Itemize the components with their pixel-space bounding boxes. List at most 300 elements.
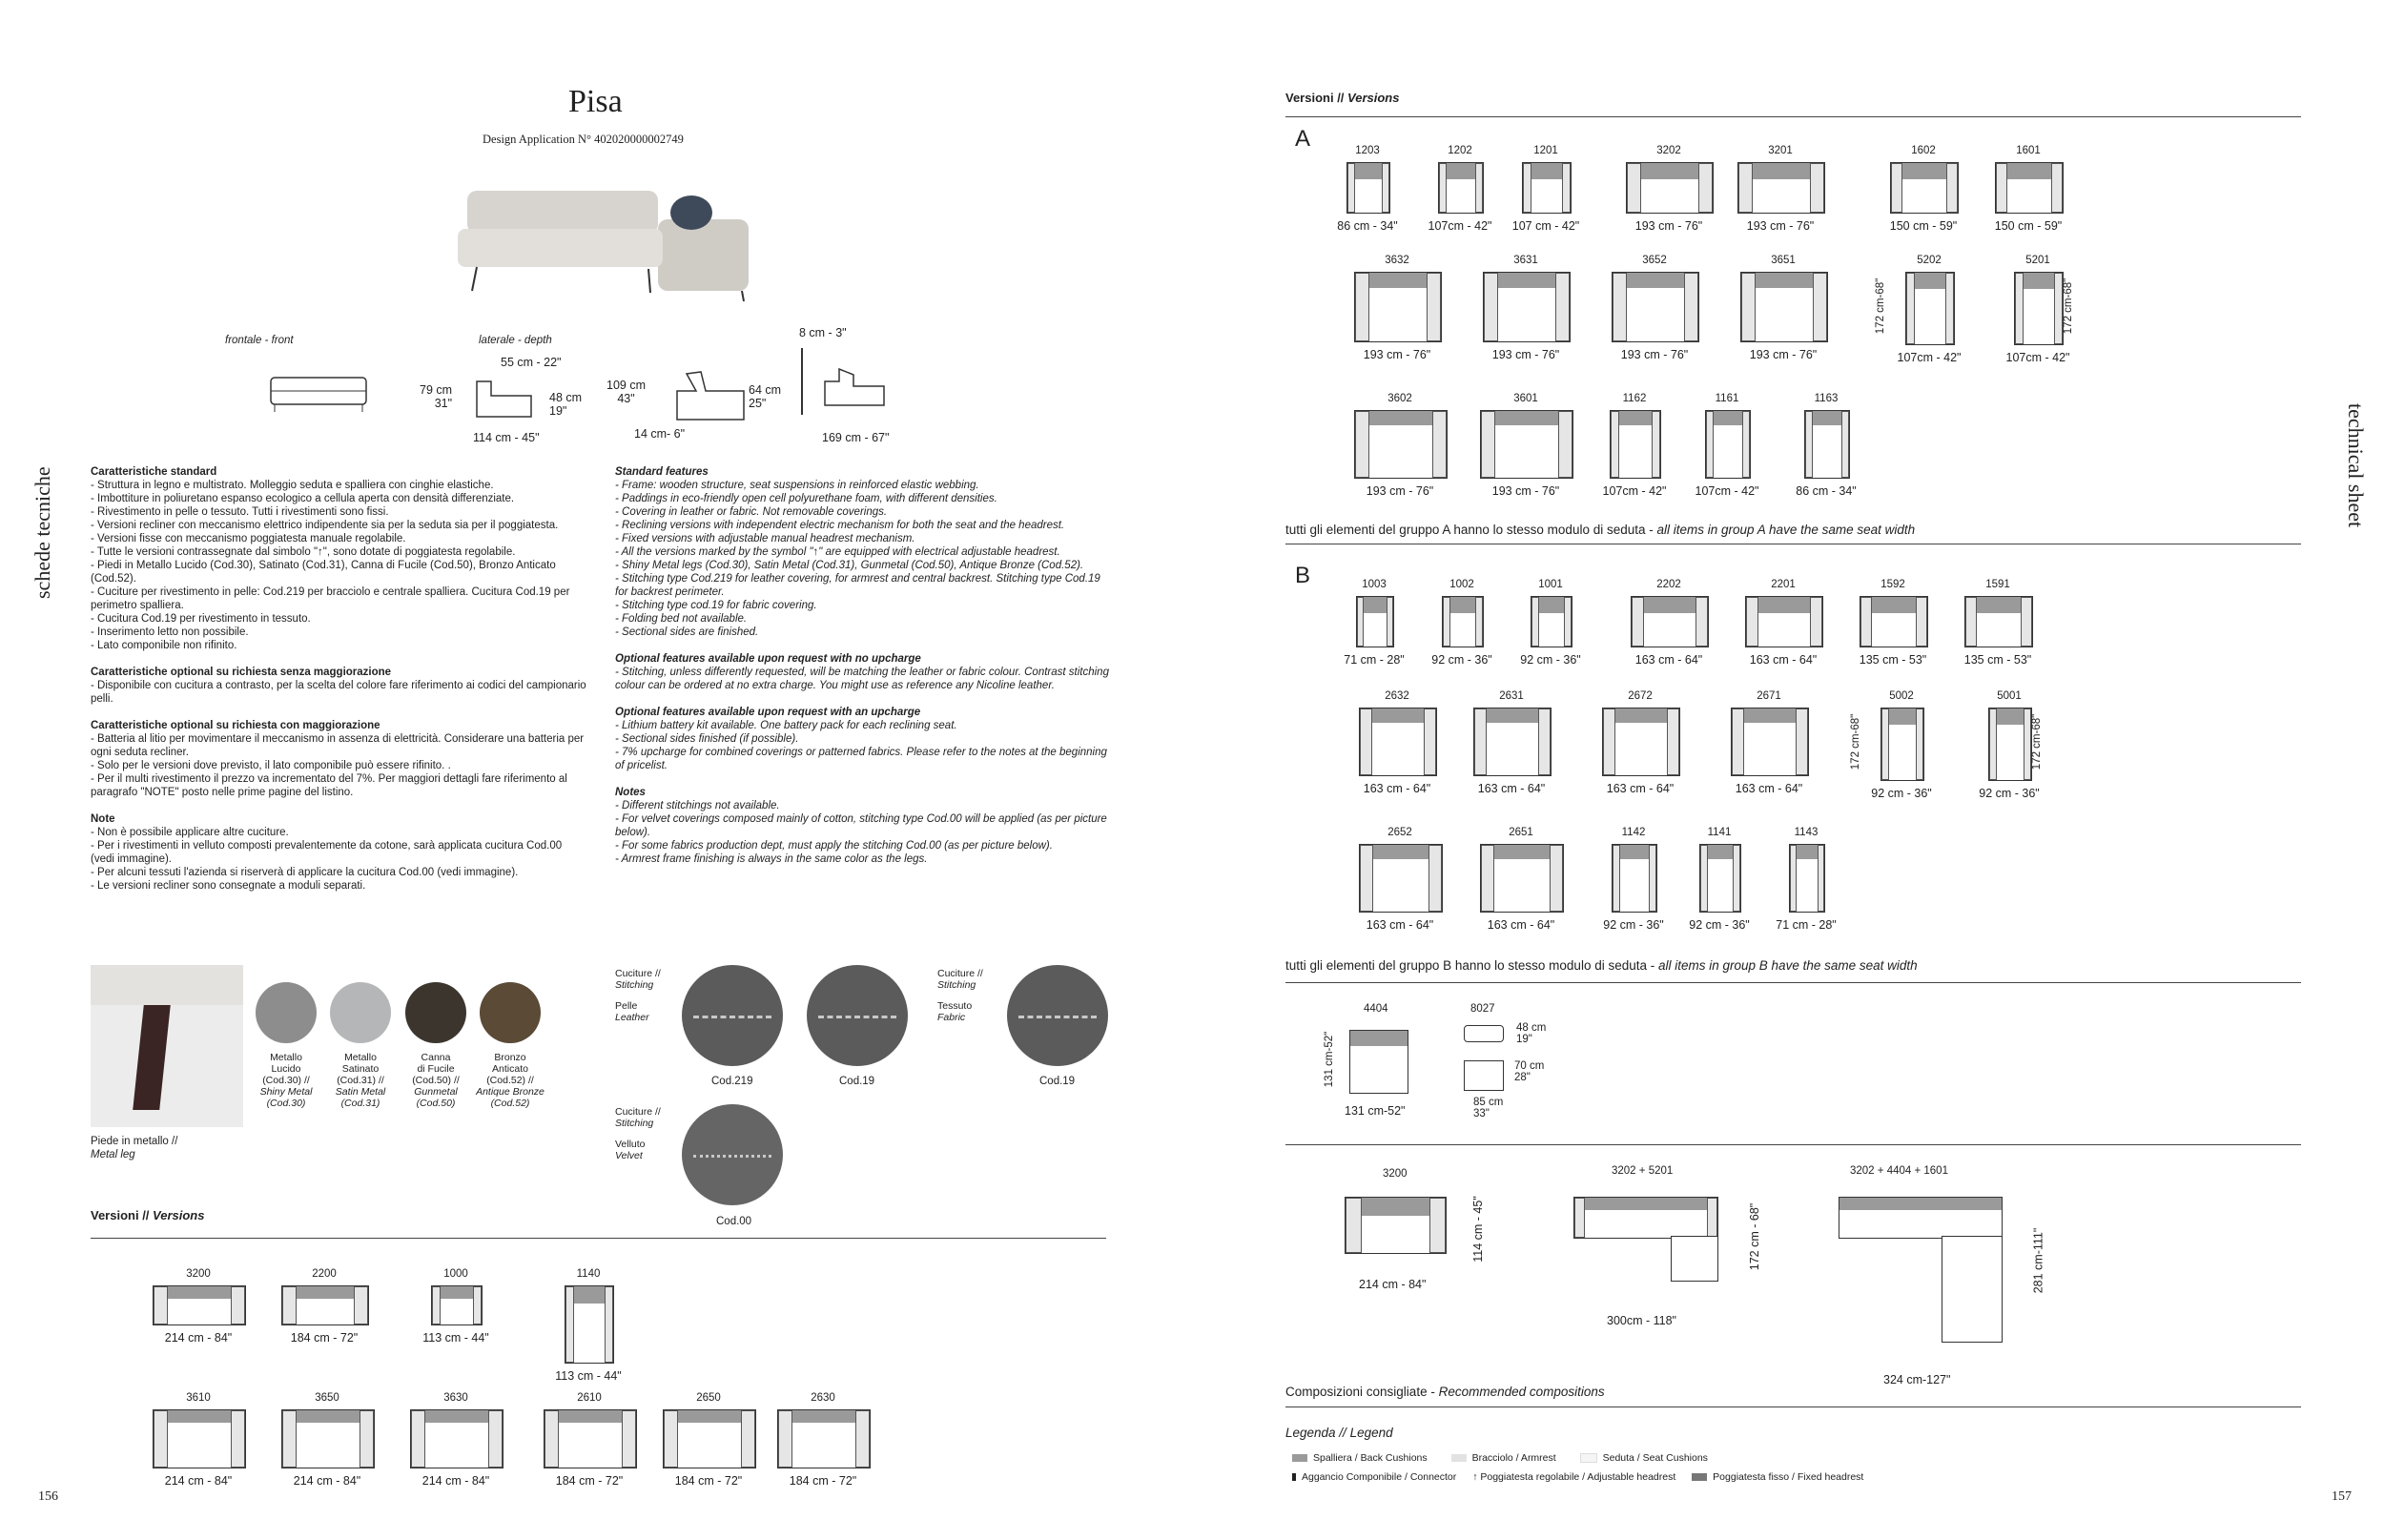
extra-dim: 85 cm 33" <box>1473 1097 1504 1119</box>
armrest <box>1916 597 1927 647</box>
sofa-module <box>1473 708 1552 776</box>
module-size: 184 cm - 72" <box>555 1474 624 1488</box>
module-size: 184 cm - 72" <box>290 1331 359 1345</box>
ottoman-8027 <box>1464 1025 1504 1042</box>
divider <box>1285 116 2301 117</box>
module-code: 2201 <box>1771 579 1796 590</box>
module-size: 193 cm - 76" <box>1491 484 1560 498</box>
module-code: 1002 <box>1449 579 1474 590</box>
armrest <box>1796 708 1808 775</box>
extra-dim: 70 cm 28" <box>1514 1060 1545 1083</box>
armrest <box>282 1410 297 1468</box>
extra-dim: 131 cm-52" <box>1345 1104 1406 1118</box>
stitch-code: Cod.19 <box>1039 1076 1076 1087</box>
armrest <box>1428 845 1442 912</box>
stitch-code: Cod.219 <box>711 1076 753 1087</box>
finish-swatch <box>256 982 317 1043</box>
extra-dim: 131 cm-52" <box>1324 1031 1336 1088</box>
sofa-module <box>1995 162 2064 214</box>
module-size: 150 cm - 59" <box>1994 219 2063 233</box>
module-size: 193 cm - 76" <box>1634 219 1703 233</box>
module-code: 1602 <box>1911 145 1936 156</box>
armrest <box>432 1286 441 1324</box>
sofa-module <box>431 1285 483 1325</box>
module-size: 107 cm - 42" <box>1511 219 1580 233</box>
armrest <box>1550 845 1563 912</box>
module-vertical-size: 172 cm-68" <box>1875 277 1887 334</box>
module-code: 1003 <box>1362 579 1387 590</box>
module-size: 135 cm - 53" <box>1859 653 1927 667</box>
module-code: 3652 <box>1642 255 1667 266</box>
armrest <box>2021 597 2032 647</box>
module-code: 3200 <box>186 1268 211 1280</box>
module-vertical-size: 172 cm-68" <box>2031 713 2044 770</box>
module-code: 2631 <box>1499 690 1524 702</box>
module-code: 5201 <box>2025 255 2050 266</box>
module-size: 163 cm - 64" <box>1749 653 1818 667</box>
composition-dim: 214 cm - 84" <box>1359 1278 1427 1291</box>
module-code: 2200 <box>312 1268 337 1280</box>
sofa-module <box>1442 596 1484 647</box>
module-code: 5001 <box>1997 690 2022 702</box>
armrest <box>1738 163 1753 213</box>
armrest <box>565 1286 574 1363</box>
sofa-module <box>1699 844 1741 913</box>
sofa-module <box>1612 272 1699 342</box>
leg-caption: Piede in metallo // <box>91 1136 178 1147</box>
dim-leg: 14 cm- 6" <box>634 427 686 441</box>
armrest <box>473 1286 482 1324</box>
module-size: 107cm - 42" <box>1695 484 1759 498</box>
finish-swatch <box>405 982 466 1043</box>
stitch-sample-19-leather <box>807 965 908 1066</box>
armrest <box>1355 411 1369 478</box>
module-code: 1162 <box>1622 393 1647 404</box>
armrest <box>231 1286 245 1324</box>
versions-heading-right: Versioni // Versions <box>1285 91 1400 105</box>
module-code: 1161 <box>1715 393 1739 404</box>
module-size: 107cm - 42" <box>1897 351 1962 364</box>
armrest <box>1700 845 1708 912</box>
armrest <box>1741 273 1756 341</box>
module-vertical-size: 172 cm-68" <box>1850 713 1862 770</box>
stitch-sample-19-fabric <box>1007 965 1108 1066</box>
armrest <box>1810 597 1822 647</box>
module-code: 1592 <box>1880 579 1905 590</box>
armrest <box>488 1410 503 1468</box>
armrest <box>1891 163 1902 213</box>
legend-heading: Legenda // Legend <box>1285 1426 1393 1440</box>
sofa-module <box>777 1409 871 1468</box>
armrest <box>154 1410 168 1468</box>
sofa-module <box>1890 162 1959 214</box>
armrest <box>1733 845 1740 912</box>
armrest <box>1684 273 1698 341</box>
sofa-module <box>2014 272 2064 345</box>
sofa-module <box>153 1409 246 1468</box>
armrest <box>1355 273 1369 341</box>
sofa-module <box>1612 844 1657 913</box>
armrest <box>1996 163 2007 213</box>
armrest <box>1360 708 1372 775</box>
extra-code-8027: 8027 <box>1470 1003 1495 1015</box>
armrest <box>1945 273 1954 344</box>
module-code: 2650 <box>696 1392 721 1404</box>
module-size: 193 cm - 76" <box>1363 348 1431 361</box>
armrest <box>1424 708 1436 775</box>
legend-item: Spalliera / Back Cushions <box>1292 1452 1428 1464</box>
composition-code: 3202 + 4404 + 1601 <box>1850 1165 1948 1177</box>
extra-dim: 48 cm 19" <box>1516 1022 1547 1045</box>
armrest <box>1627 163 1641 213</box>
armrest <box>1649 845 1656 912</box>
armrest <box>1484 273 1498 341</box>
stitch-sample-00 <box>682 1104 783 1205</box>
design-application: Design Application N° 402020000002749 <box>483 133 684 146</box>
armrest <box>1443 597 1450 647</box>
armrest <box>545 1410 559 1468</box>
armrest <box>1558 411 1572 478</box>
sofa-module <box>663 1409 756 1468</box>
module-code: 1203 <box>1355 145 1380 156</box>
sofa-module <box>1804 410 1850 479</box>
dim-wall: 8 cm - 3" <box>799 326 847 339</box>
armrest <box>1810 163 1824 213</box>
module-code: 1141 <box>1707 827 1732 838</box>
armrest <box>1475 597 1483 647</box>
sofa-module <box>1964 596 2033 647</box>
module-size: 214 cm - 84" <box>164 1331 233 1345</box>
leg-photo <box>91 965 243 1127</box>
armrest <box>1357 597 1364 647</box>
armrest <box>1906 273 1915 344</box>
ottoman-8027-top <box>1464 1060 1504 1091</box>
module-size: 163 cm - 64" <box>1634 653 1703 667</box>
module-size: 86 cm - 34" <box>1337 219 1398 233</box>
armrest <box>1523 163 1531 213</box>
armrest <box>2015 273 2024 344</box>
module-size: 135 cm - 53" <box>1963 653 2032 667</box>
stitch-code: Cod.00 <box>716 1216 752 1227</box>
armrest <box>855 1410 870 1468</box>
module-size: 214 cm - 84" <box>293 1474 361 1488</box>
stitch-sample-219 <box>682 965 783 1066</box>
module-size: 113 cm - 44" <box>422 1331 489 1345</box>
composition-3202-5201 <box>1573 1197 1718 1239</box>
module-size: 193 cm - 76" <box>1366 484 1434 498</box>
module-size: 214 cm - 84" <box>164 1474 233 1488</box>
depth-view-label: laterale - depth <box>479 335 552 346</box>
armrest <box>282 1286 297 1324</box>
module-code: 1140 <box>576 1268 601 1280</box>
dim-depth-top: 55 cm - 22" <box>501 356 562 369</box>
module-code: 1000 <box>443 1268 468 1280</box>
armrest <box>1632 597 1644 647</box>
armrest <box>1439 163 1447 213</box>
armrest <box>1475 163 1483 213</box>
spec-it-section: Caratteristiche optional su richiesta con maggiorazione - Batteria al litio per movimentare il meccanismo in assenza di elettricità. Considerare una batteria per ogni seduta recliner. - Solo per le versioni dove previsto, il lato componibile può essere rifinito. . - Per il multi rivestimento il prezzo va incrementato del 7%. Per maggiori dettagli fare riferimento al paragrafo "NOTE" posto nelle prime pagine del listino. <box>91 720 585 798</box>
dim-seat-height: 48 cm 19" <box>549 391 583 418</box>
legend-item: ↑ Poggiatesta regolabile / Adjustable headrest <box>1472 1471 1676 1483</box>
spec-text-it <box>91 465 588 893</box>
sofa-module <box>410 1409 504 1468</box>
armrest <box>154 1286 168 1324</box>
sofa-module <box>1522 162 1572 214</box>
sofa-module <box>153 1285 246 1325</box>
sofa-module <box>1626 162 1714 214</box>
finish-swatch <box>330 982 391 1043</box>
group-a-letter: A <box>1295 126 1311 152</box>
module-code: 3202 <box>1656 145 1681 156</box>
armrest <box>1382 163 1389 213</box>
sofa-module <box>544 1409 637 1468</box>
armrest <box>1652 411 1660 478</box>
legend-item: Bracciolo / Armrest <box>1451 1452 1556 1464</box>
module-size: 71 cm - 28" <box>1344 653 1405 667</box>
armrest <box>1387 597 1393 647</box>
group-b-letter: B <box>1295 563 1311 588</box>
composition-3202-4404-1601 <box>1839 1197 2003 1239</box>
module-code: 2630 <box>811 1392 835 1404</box>
sofa-module <box>1354 410 1448 479</box>
armrest <box>1481 411 1495 478</box>
leg-caption-en: Metal leg <box>91 1149 135 1160</box>
armrest <box>1481 845 1494 912</box>
armrest <box>1706 411 1714 478</box>
module-size: 193 cm - 76" <box>1749 348 1818 361</box>
sofa-module <box>1705 410 1751 479</box>
module-vertical-size: 172 cm-68" <box>2063 277 2075 334</box>
side-label-right: technical sheet <box>2344 403 2368 528</box>
armrest <box>1881 708 1889 780</box>
composition-dim: 300cm - 118" <box>1607 1314 1676 1327</box>
armrest <box>1742 411 1750 478</box>
module-code: 1202 <box>1448 145 1472 156</box>
sofa-module <box>1359 708 1437 776</box>
module-code: 2610 <box>577 1392 602 1404</box>
group-a-note: tutti gli elementi del gruppo A hanno lo stesso modulo di seduta - all items in group A have the same seat width <box>1285 523 1916 537</box>
armrest <box>1696 597 1708 647</box>
dim-recline-height: 109 cm 43" <box>606 379 646 405</box>
divider <box>1285 982 2301 983</box>
spec-it-section: Caratteristiche optional su richiesta senza maggiorazione - Disponibile con cucitura a contrasto, per la scelta del colore fare riferimento ai codici del campionario pelli. <box>91 667 586 705</box>
module-code: 2652 <box>1387 827 1412 838</box>
extra-code-4404: 4404 <box>1364 1003 1388 1015</box>
module-size: 71 cm - 28" <box>1776 918 1837 932</box>
sofa-module <box>1631 596 1709 647</box>
armrest <box>1564 597 1572 647</box>
finish-label: Metallo Lucido (Cod.30) // Shiny Metal (Cod.30) <box>259 1052 313 1109</box>
armrest <box>1427 273 1441 341</box>
module-code: 2671 <box>1757 690 1781 702</box>
module-code: 3610 <box>186 1392 211 1404</box>
module-size: 214 cm - 84" <box>421 1474 490 1488</box>
sofa-module <box>1731 708 1809 776</box>
module-size: 150 cm - 59" <box>1889 219 1958 233</box>
module-size: 163 cm - 64" <box>1477 782 1546 795</box>
stitching-label-velvet: Cuciture // Stitching Velluto Velvet <box>615 1106 661 1161</box>
page-title: Pisa <box>568 84 623 119</box>
spec-en-section: Standard features - Frame: wooden structure, seat suspensions in reinforced elastic webbing. - Paddings in eco-friendly open cell polyurethane foam, with different densities. - Covering in leather or fabric. Not removable coverings. - Reclining versions with independent electric mechanism for both the seat and the headrest. - Fixed versions with adjustable manual headrest mechanism. - All the versions marked by the symbol "↑" are equipped with electrical adjustable headrest. - Shiny Metal legs (Cod.30), Satin Metal (Cod.31), Gunmetal (Cod.50), Antique Bronze (Cod.52). - Stitching type Cod.219 for leather covering, for armrest and central backrest. Stitching type Cod.19 for backrest perimeter. - Stitching type cod.19 for fabric covering. - Folding bed not available. - Sectional sides are finished. <box>615 466 1100 638</box>
sofa-module <box>1359 844 1443 913</box>
composition-chaise <box>1671 1236 1718 1282</box>
dim-depth: 114 cm - 45" <box>473 431 540 444</box>
module-size: 163 cm - 64" <box>1735 782 1803 795</box>
sofa-module <box>1483 272 1571 342</box>
module-code: 1201 <box>1533 145 1558 156</box>
module-size: 163 cm - 64" <box>1366 918 1434 932</box>
compositions-heading: Composizioni consigliate - Recommended compositions <box>1285 1385 1605 1399</box>
module-code: 3651 <box>1771 255 1796 266</box>
armrest <box>741 1410 755 1468</box>
spec-en-section: Optional features available upon request with an upcharge - Lithium battery kit available. One battery pack for each reclining seat. - Sectional sides finished (if possible). - 7% upcharge for combined coverings or patterned fabrics. Please refer to the notes at the beginning of pricelist. <box>615 707 1107 771</box>
module-size: 107cm - 42" <box>1602 484 1667 498</box>
module-size: 92 cm - 36" <box>1979 787 2040 800</box>
page-number-left: 156 <box>38 1489 58 1504</box>
armrest <box>1538 708 1551 775</box>
module-size: 163 cm - 64" <box>1487 918 1555 932</box>
module-size: 193 cm - 76" <box>1746 219 1815 233</box>
armrest <box>1916 708 1923 780</box>
module-code: 3201 <box>1768 145 1793 156</box>
module-code: 2672 <box>1628 690 1653 702</box>
composition-code: 3202 + 5201 <box>1612 1165 1674 1177</box>
armrest <box>1474 708 1487 775</box>
armrest <box>2054 273 2063 344</box>
module-size: 107cm - 42" <box>1428 219 1492 233</box>
dim-recline-seat: 64 cm 25" <box>749 383 782 410</box>
composition-code: 3200 <box>1383 1168 1408 1180</box>
finish-swatch <box>480 982 541 1043</box>
armrest <box>411 1410 425 1468</box>
stitching-label-fabric: Cuciture // Stitching Tessuto Fabric <box>937 968 983 1023</box>
armrest <box>360 1410 374 1468</box>
module-code: 1163 <box>1814 393 1839 404</box>
armrest <box>354 1286 368 1324</box>
module-size: 92 cm - 36" <box>1689 918 1750 932</box>
spec-en-section: Notes - Different stitchings not available. - For velvet coverings composed mainly of cotton, stitching type Cod.00 will be applied (as per picture below). - For some fabrics production dept, must apply the stitching Cod.00 (as per picture below). - Armrest frame finishing is always in the same color as the legs. <box>615 787 1107 865</box>
front-drawing <box>267 372 372 420</box>
armrest <box>1946 163 1958 213</box>
armrest <box>1432 411 1447 478</box>
sofa-module <box>1531 596 1572 647</box>
armrest <box>2051 163 2063 213</box>
module-size: 92 cm - 36" <box>1520 653 1581 667</box>
sofa-module <box>1480 410 1573 479</box>
composition-dim: 324 cm-127" <box>1883 1373 1951 1386</box>
armrest <box>778 1410 792 1468</box>
composition-corner-leg <box>1942 1236 2003 1343</box>
armrest <box>1965 597 1977 647</box>
armrest <box>1841 411 1849 478</box>
armrest <box>2024 708 2031 780</box>
side-label-left: schede tecniche <box>31 466 54 599</box>
armrest <box>1813 273 1827 341</box>
legend-item: Seduta / Seat Cushions <box>1580 1452 1708 1464</box>
divider <box>1285 1144 2301 1145</box>
module-size: 92 cm - 36" <box>1603 918 1664 932</box>
wall-drawing <box>796 348 892 415</box>
module-size: 86 cm - 34" <box>1796 484 1857 498</box>
recline-drawing <box>653 362 749 429</box>
armrest <box>1613 273 1627 341</box>
corner-element-4404 <box>1349 1030 1408 1094</box>
module-size: 163 cm - 64" <box>1363 782 1431 795</box>
armrest <box>1562 163 1571 213</box>
sofa-module <box>1789 844 1825 913</box>
module-size: 184 cm - 72" <box>789 1474 857 1488</box>
spec-it-section: Note - Non è possibile applicare altre cuciture. - Per i rivestimenti in velluto composti prevalentemente da cotone, sarà applicata cucitura Cod.00 (vedi immagine). - Per alcuni tessuti l'azienda si riserverà di applicare la cucitura Cod.00 (vedi immagine). - Le versioni recliner sono consegnate a moduli separati. <box>91 813 563 892</box>
module-size: 193 cm - 76" <box>1620 348 1689 361</box>
module-code: 1143 <box>1794 827 1819 838</box>
armrest <box>1611 411 1619 478</box>
spec-en-section: Optional features available upon request with no upcharge - Stitching, unless differently requested, will be matching the leather or fabric colour. Contrast stitching colour can be ordered at no extra charge. You might use as reference any Nicoline leather. <box>615 653 1109 691</box>
legend-item: Aggancio Componibile / Connector <box>1292 1471 1456 1483</box>
module-code: 5002 <box>1889 690 1914 702</box>
module-code: 2202 <box>1656 579 1681 590</box>
armrest <box>622 1410 636 1468</box>
divider <box>91 1238 1106 1239</box>
sofa-module <box>1740 272 1828 342</box>
sofa-module <box>281 1285 369 1325</box>
module-code: 3601 <box>1513 393 1538 404</box>
module-code: 1591 <box>1985 579 2010 590</box>
module-code: 1601 <box>2016 145 2041 156</box>
armrest <box>1347 163 1355 213</box>
armrest <box>1360 845 1373 912</box>
sofa-module <box>1988 708 2032 781</box>
sofa-module <box>1610 410 1661 479</box>
armrest <box>1805 411 1813 478</box>
module-size: 163 cm - 64" <box>1606 782 1675 795</box>
dim-height: 79 cm 31" <box>420 383 453 410</box>
finish-label: Canna di Fucile (Cod.50) // Gunmetal (Cod.50) <box>412 1052 460 1109</box>
sofa-module <box>1346 162 1390 214</box>
composition-dim: 114 cm - 45" <box>1470 1196 1485 1263</box>
versions-heading-left: Versioni // Versions <box>91 1208 205 1222</box>
sofa-module <box>1438 162 1484 214</box>
sofa-module <box>1745 596 1823 647</box>
hero-sofa-image <box>420 181 772 315</box>
armrest <box>1790 845 1797 912</box>
front-view-label: frontale - front <box>225 335 294 346</box>
module-code: 3631 <box>1513 255 1538 266</box>
armrest <box>1667 708 1679 775</box>
armrest <box>231 1410 245 1468</box>
sofa-module <box>1354 272 1442 342</box>
spec-it-section: Caratteristiche standard - Struttura in legno e multistrato. Molleggio seduta e spalliera con cinghie elastiche. - Imbottiture in poliuretano espanso ecologico a cellula aperta con densità differenziate. - Rivestimento in pelle o tessuto. Tutti i rivestimenti sono fissi. - Versioni recliner con meccanismo elettrico indipendente sia per la seduta sia per il poggiatesta. - Versioni fisse con meccanismo poggiatesta manuale regolabile. - Tutte le versioni contrassegnate dal simbolo "↑", sono dotate di poggiatesta regolabile. - Piedi in Metallo Lucido (Cod.30), Satinato (Cod.31), Canna di Fucile (Cod.50), Bronzo Anticato (Cod.52). - Cuciture per rivestimento in pelle: Cod.219 per bracciolo e centrale spalliera. Cucitura Cod.19 per perimetro spalliera. - Cucitura Cod.19 per rivestimento in tessuto. - Inserimento letto non possibile. - Lato componibile non rifinito. <box>91 466 570 651</box>
armrest <box>1746 597 1758 647</box>
sofa-module <box>281 1409 375 1468</box>
module-size: 92 cm - 36" <box>1871 787 1932 800</box>
armrest <box>1613 845 1620 912</box>
armrest <box>1860 597 1872 647</box>
sofa-module <box>1860 596 1928 647</box>
dim-recline-depth: 169 cm - 67" <box>822 431 890 444</box>
sofa-module <box>1602 708 1680 776</box>
armrest <box>605 1286 613 1363</box>
module-code: 5202 <box>1917 255 1942 266</box>
armrest <box>664 1410 678 1468</box>
side-drawing <box>472 377 539 424</box>
armrest <box>1818 845 1824 912</box>
sofa-module <box>1905 272 1955 345</box>
composition-3200 <box>1345 1197 1447 1254</box>
armrest <box>1603 708 1615 775</box>
sofa-module <box>565 1285 614 1364</box>
module-code: 3650 <box>315 1392 339 1404</box>
module-code: 3632 <box>1385 255 1409 266</box>
